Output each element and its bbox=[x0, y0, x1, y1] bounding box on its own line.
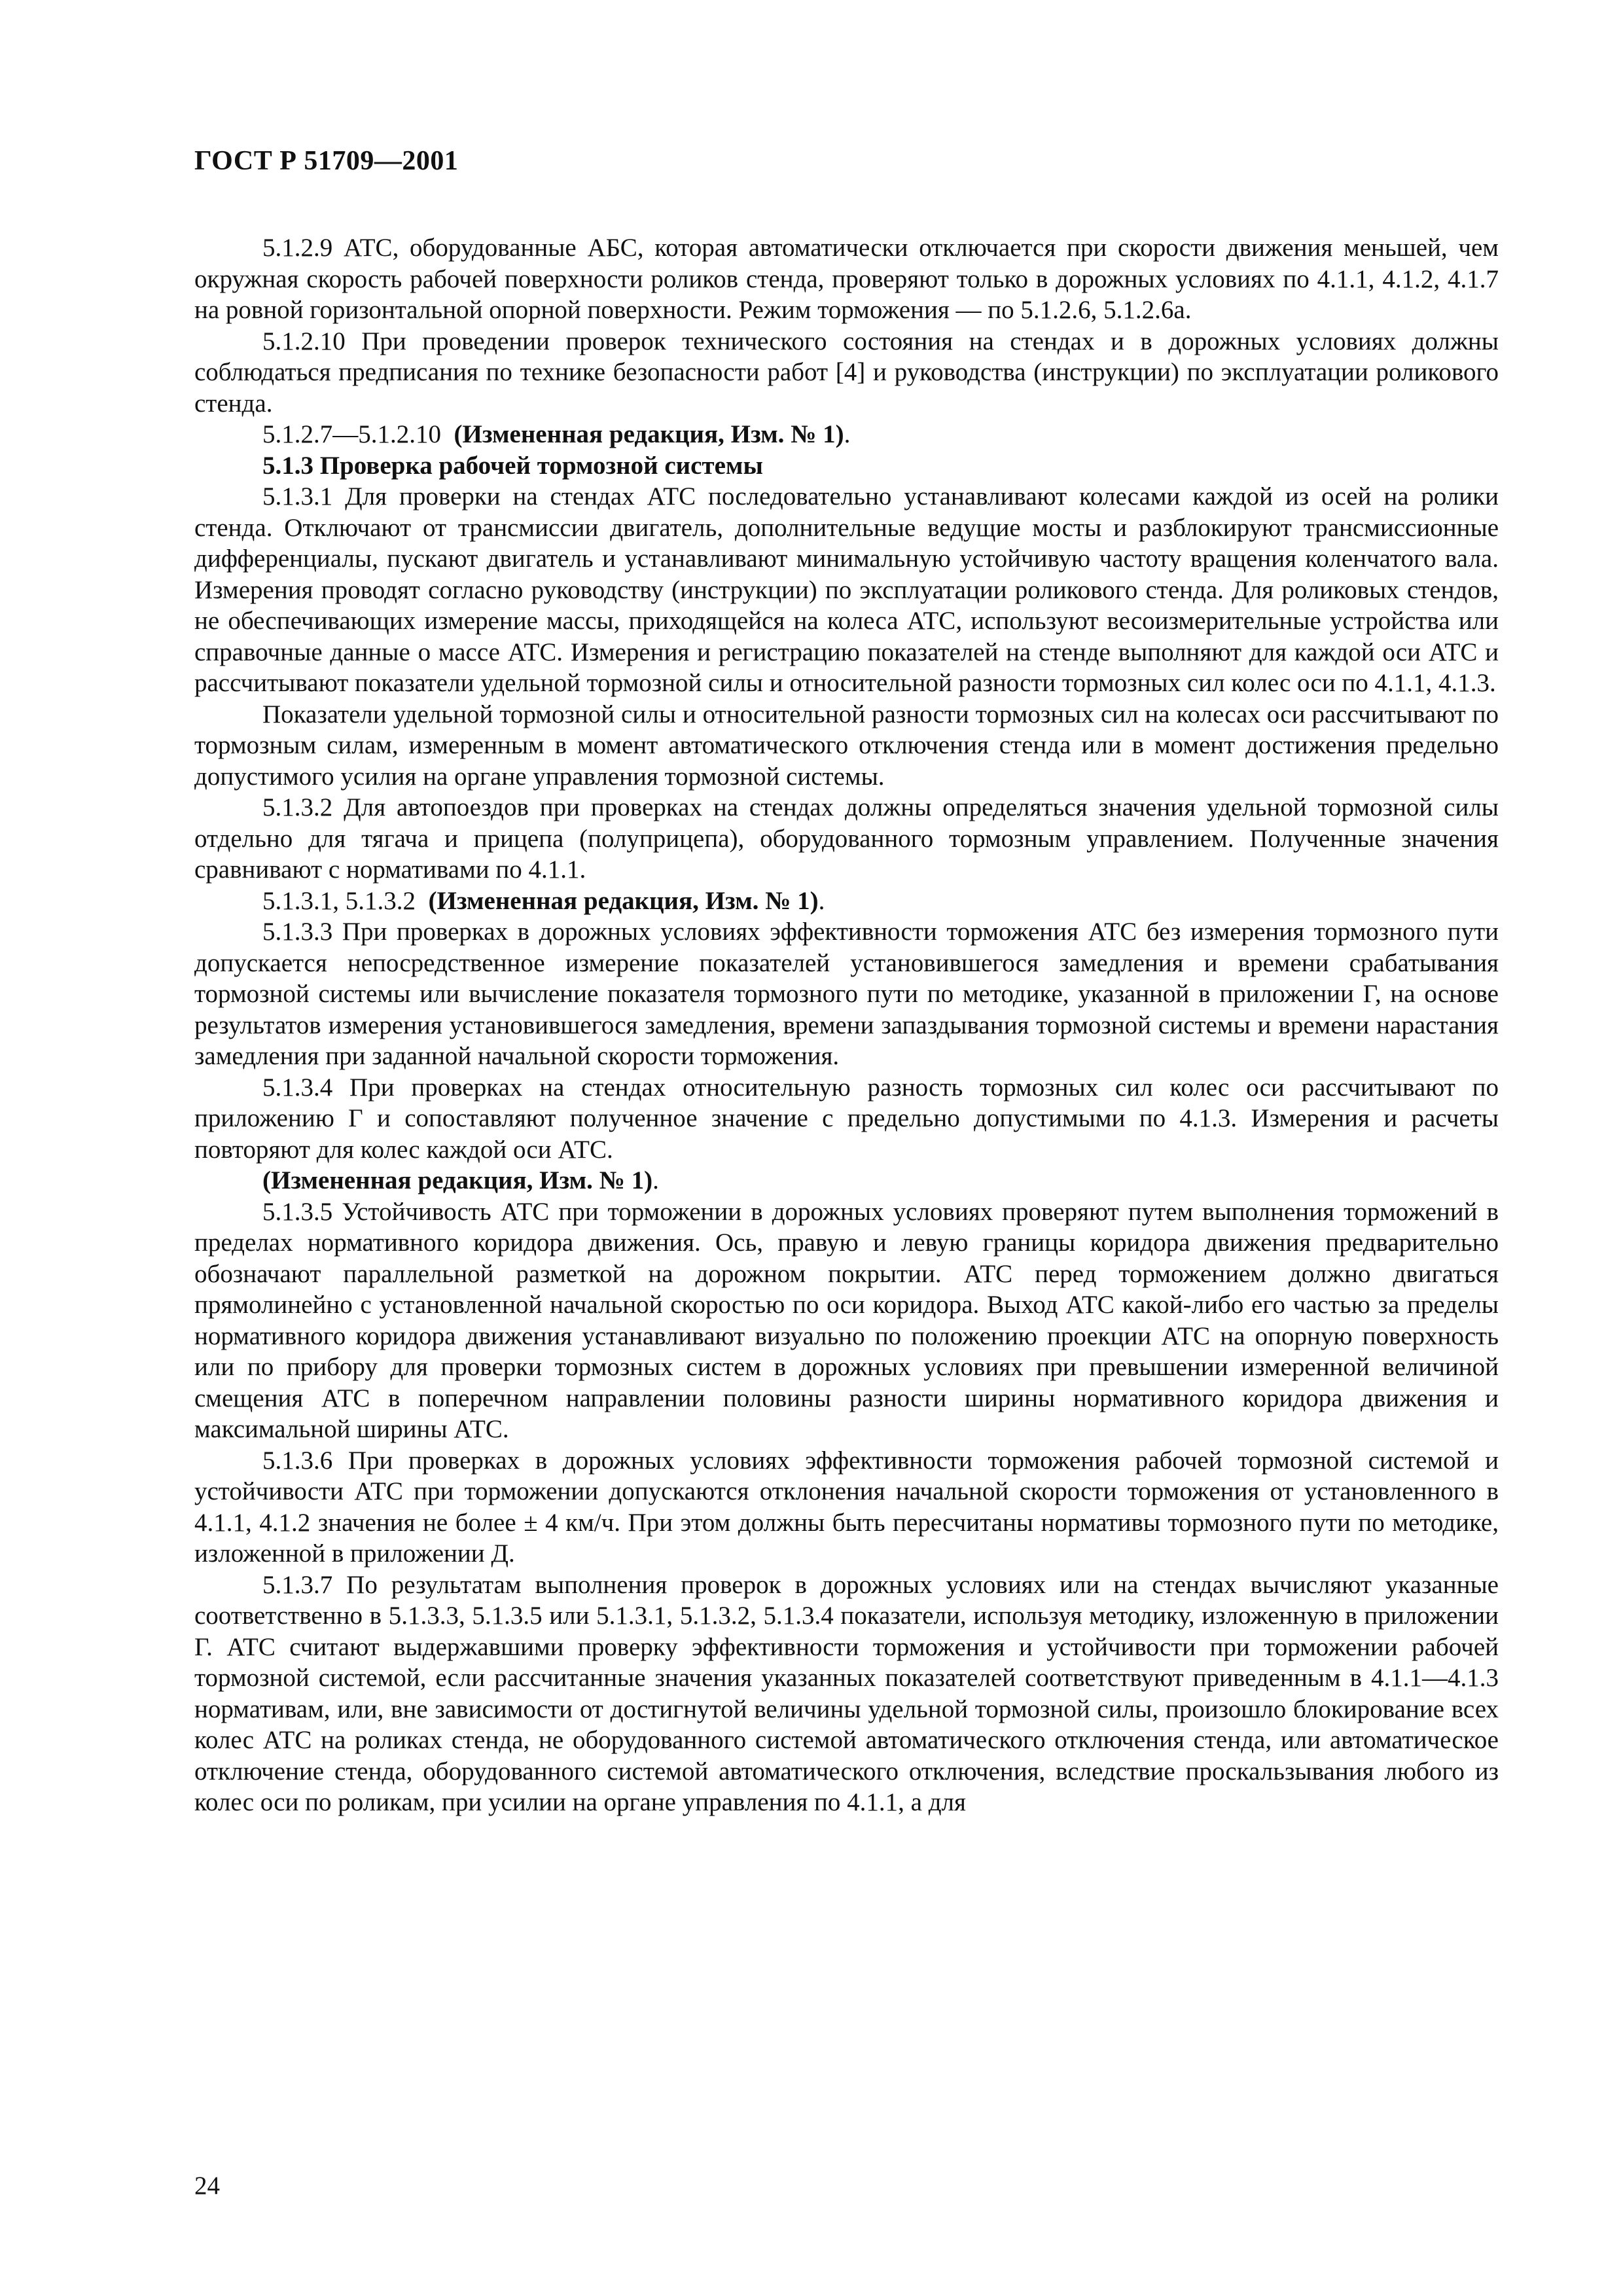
paragraph-5-1-3-4: 5.1.3.4 При проверках на стендах относительную разность тормозных сил колес оси рассчитывают по приложению Г и сопоставляют полученное значение с предельно допустимыми по 4.1.3. Измерения и расчеты повторяют для колес каждой оси АТС. bbox=[194, 1073, 1499, 1164]
section-heading-5-1-3: 5.1.3 Проверка рабочей тормозной системы bbox=[262, 451, 763, 480]
amendment-label: (Измененная редакция, Изм. № 1) bbox=[262, 1166, 653, 1194]
paragraph-5-1-2-9: 5.1.2.9 АТС, оборудованные АБС, которая автоматически отключается при скорости движения меньшей, чем окружная скорость рабочей поверхности роликов стенда, проверяют только в дорожных условиях по 4.1.1, 4.1.2, 4.1.7 на ровной горизонтальной опорной поверхности. Режим торможения — по 5.1.2.6, 5.1.2.6а. bbox=[194, 234, 1499, 324]
paragraph-5-1-3-6: 5.1.3.6 При проверках в дорожных условиях эффективности торможения рабочей тормозной системой и устойчивости АТС при торможении допускаются отклонения начальной скорости торможения от установленного в 4.1.1, 4.1.2 значения не более ± 4 км/ч. При этом должны быть пересчитаны нормативы тормозного пути по методике, изложенной в приложении Д. bbox=[194, 1446, 1499, 1568]
amendment-note: 5.1.2.7—5.1.2.10 (Измененная редакция, Изм. № 1). bbox=[262, 420, 851, 448]
amendment-ref: 5.1.2.7—5.1.2.10 bbox=[262, 420, 441, 448]
document-body bbox=[194, 232, 1499, 1818]
amendment-ref: 5.1.3.1, 5.1.3.2 bbox=[262, 886, 416, 915]
paragraph-5-1-3-1: 5.1.3.1 Для проверки на стендах АТС последовательно устанавливают колесами каждой из осей на ролики стенда. Отключают от трансмиссии двигатель, дополнительные ведущие мосты и разблокируют трансмиссионные дифференциалы, пускают двигатель и устанавливают минимальную устойчивую частоту вращения коленчатого вала. Измерения проводят согласно руководству (инструкции) по эксплуатации роликового стенда. Для роликовых стендов, не обеспечивающих измерение массы, приходящейся на колеса АТС, используют весоизмерительные устройства или справочные данные о массе АТС. Измерения и регистрацию показателей на стенде выполняют для каждой оси АТС и рассчитывают показатели удельной тормозной силы и относительной разности тормозных сил колес оси по 4.1.1, 4.1.3. bbox=[194, 482, 1499, 697]
paragraph-5-1-3-2: 5.1.3.2 Для автопоездов при проверках на стендах должны определяться значения удельной тормозной силы отдельно для тягача и прицепа (полуприцепа), оборудованного тормозным управлением. Полученные значения сравнивают с нормативами по 4.1.1. bbox=[194, 793, 1499, 884]
paragraph-5-1-3-5: 5.1.3.5 Устойчивость АТС при торможении в дорожных условиях проверяют путем выполнения торможений в пределах нормативного коридора движения. Ось, правую и левую границы коридора движения предварительно обозначают параллельной разметкой на дорожном покрытии. АТС перед торможением должно двигаться прямолинейно с установленной начальной скоростью по оси коридора. Выход АТС какой-либо его частью за пределы нормативного коридора движения устанавливают визуально по положению проекции АТС на опорную поверхность или по прибору для проверки тормозных систем в дорожных условиях при превышении измеренной величиной смещения АТС в поперечном направлении половины разности ширины нормативного коридора движения и максимальной ширины АТС. bbox=[194, 1197, 1499, 1443]
paragraph-indicators: Показатели удельной тормозной силы и относительной разности тормозных сил на колесах оси рассчитывают по тормозным силам, измеренным в момент автоматического отключения стенда или в момент достижения предельно допустимого усилия на органе управления тормозной системы. bbox=[194, 700, 1499, 791]
amendment-note: (Измененная редакция, Изм. № 1). bbox=[262, 1166, 659, 1194]
document-header: ГОСТ Р 51709—2001 bbox=[194, 146, 459, 176]
amendment-label: (Измененная редакция, Изм. № 1) bbox=[454, 420, 844, 448]
amendment-note: 5.1.3.1, 5.1.3.2 (Измененная редакция, Изм. № 1). bbox=[262, 886, 825, 915]
amendment-label: (Измененная редакция, Изм. № 1) bbox=[428, 886, 819, 915]
paragraph-5-1-3-7: 5.1.3.7 По результатам выполнения проверок в дорожных условиях или на стендах вычисляют указанные соответственно в 5.1.3.3, 5.1.3.5 или 5.1.3.1, 5.1.3.2, 5.1.3.4 показатели, используя методику, изложенную в приложении Г. АТС считают выдержавшими проверку эффективности торможения и устойчивости при торможении рабочей тормозной системой, если рассчитанные значения указанных показателей соответствуют приведенным в 4.1.1—4.1.3 нормативам, или, вне зависимости от достигнутой величины удельной тормозной силы, произошло блокирование всех колес АТС на роликах стенда, не оборудованного системой автоматического отключения стенда, или автоматическое отключение стенда, оборудованного системой автоматического отключения, вследствие проскальзывания любого из колес оси по роликам, при усилии на органе управления по 4.1.1, а для bbox=[194, 1570, 1499, 1816]
paragraph-5-1-3-3: 5.1.3.3 При проверках в дорожных условиях эффективности торможения АТС без измерения тормозного пути допускается непосредственное измерение показателей установившегося замедления и времени срабатывания тормозной системы или вычисление показателя тормозного пути по методике, указанной в приложении Г, на основе результатов измерения установившегося замедления, времени запаздывания тормозной системы и времени нарастания замедления при заданной начальной скорости торможения. bbox=[194, 918, 1499, 1070]
paragraph-5-1-2-10: 5.1.2.10 При проведении проверок технического состояния на стендах и в дорожных условиях должны соблюдаться предписания по технике безопасности работ [4] и руководства (инструкции) по эксплуатации роликового стенда. bbox=[194, 327, 1499, 418]
page-number: 24 bbox=[194, 2172, 220, 2200]
